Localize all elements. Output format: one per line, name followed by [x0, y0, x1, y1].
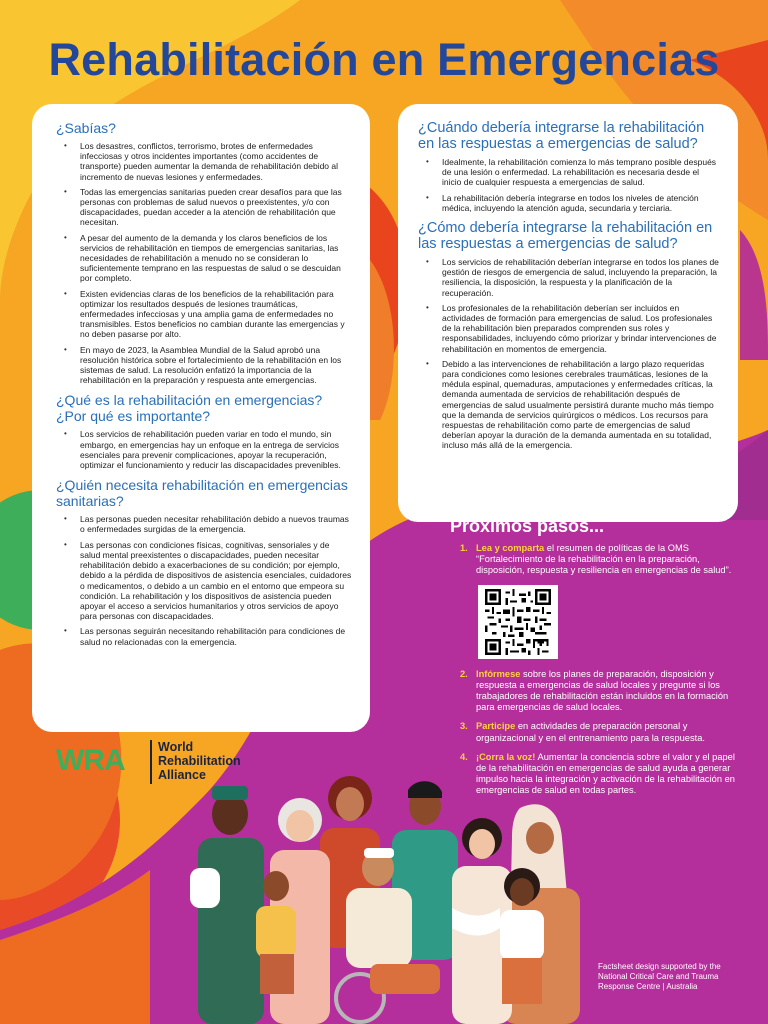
step-number: 1.: [460, 543, 468, 553]
step-highlight: ¡Corra la voz!: [476, 751, 536, 762]
list-item: • Las personas con condiciones físicas, cognitivas, sensoriales y de salud mental preexistentes o discapacidades, pueden necesitar rehabilitación debido a exacerbaciones de su condición; por ejemplo, debido a la pérdida de dispositivos de asistencia esenciales, cuidadores o medicamentos, o debido a un cambio en el entorno que empeora su condición. La rehabilitación y los dispositivos de asistencia pueden apoyar el acceso a servicios humanitarios y otros servicios de apoyo para personas con discapacidades.: [56, 540, 352, 622]
next-steps-section: [450, 516, 740, 805]
step-highlight: Participe: [476, 721, 516, 732]
people-illustration: [160, 768, 600, 1024]
list-que-es: [56, 429, 352, 470]
next-step-item: [450, 721, 740, 743]
step-text: Aumentar la conciencia sobre el valor y el papel de la rehabilitación en emergencias de salud ayuda a generar impulso hacia la integración y activación de la rehabilitación en emergencias de salud en todas partes.: [476, 751, 735, 796]
list-sabias: [56, 141, 352, 385]
step-text: el resumen de políticas de la OMS “Fortalecimiento de la rehabilitación en la preparación, disposición, respuesta y resiliencia en emergencias de salud”.: [476, 543, 732, 576]
step-highlight: Infórmese: [476, 668, 521, 679]
step-highlight: Lea y comparta: [476, 543, 545, 553]
heading-que-es: ¿Qué es la rehabilitación en emergencias? ¿Por qué es importante?: [56, 392, 323, 425]
list-item: • Todas las emergencias sanitarias pueden crear desafíos para que las personas con problemas de salud nuevos o preexistentes, y/o con discapacidades, puedan acceder a la atención de rehabilitación que necesitan.: [56, 187, 352, 228]
heading-quien: ¿Quién necesita rehabilitación en emergencias sanitarias?: [56, 477, 348, 510]
logo-mark-letters: WRA: [56, 744, 125, 777]
logo-mark: [56, 744, 125, 778]
next-steps-heading: Próximos pasos...: [450, 516, 605, 536]
logo-line: Rehabilitation: [158, 754, 241, 768]
list-item: • Debido a las intervenciones de rehabilitación a largo plazo requeridas para condiciones como lesiones cerebrales traumáticas, lesiones de la médula espinal, quemaduras, amputaciones y enfermedades críticas, la demanda aumentada de servicios de rehabilitación después de emergencias de salud usualmente persistirá durante mucho más tiempo que la demanda de servicios quirúrgicos o médicos. Los recursos para respuestas de rehabilitación como parte de emergencias de salud deberían apoyar la duración de la demanda aumentada en su totalidad, incluso más allá de la emergencia.: [418, 359, 720, 451]
next-step-item: [450, 543, 740, 577]
list-item: • Las personas pueden necesitar rehabilitación debido a nuevos traumas o enfermedades surgidas de la emergencia.: [56, 514, 352, 534]
left-info-card: [32, 104, 370, 732]
list-item: • Los servicios de rehabilitación pueden variar en todo el mundo, sin embargo, en emergencias hay un enfoque en la entrega de servicios esenciales para prevenir complicaciones, apoyar la recuperación, optimizar el funcionamiento y reducir las discapacidades prevenibles.: [56, 429, 352, 470]
qr-code-icon: [482, 589, 554, 655]
step-number: 4.: [460, 751, 468, 762]
step-number: 2.: [460, 668, 468, 679]
list-item: • Las personas seguirán necesitando rehabilitación para condiciones de salud no relacionadas con la emergencia.: [56, 626, 352, 646]
step-text: en actividades de preparación personal y organizacional y en el entrenamiento para la respuesta.: [476, 721, 705, 743]
logo-divider: [150, 740, 152, 784]
logo-line: World: [158, 740, 194, 754]
list-cuando: [418, 157, 720, 213]
step-text: sobre los planes de preparación, disposición y respuesta a emergencias de salud locales y pregunte si los trabajadores de rehabilitación están incluidos en la formación para emergencias de salud locales.: [476, 668, 729, 713]
list-item: • La rehabilitación debería integrarse en todos los niveles de atención médica, incluyendo la atención aguda, secundaria y terciaria.: [418, 193, 720, 213]
next-step-item: [450, 669, 740, 714]
right-info-card: [398, 104, 738, 522]
list-item: • Los desastres, conflictos, terrorismo, brotes de enfermedades infecciosas y otros incidentes importantes (como accidentes de transporte) pueden aumentar la demanda de rehabilitación debido al incremento de nuevas lesiones y enfermedades.: [56, 141, 352, 182]
list-item: • Los servicios de rehabilitación deberían integrarse en todos los planes de gestión de riesgos de emergencia de salud, incluyendo la preparación, la resiliencia, la disposición, la respuesta y la planificación de la recuperación.: [418, 257, 720, 298]
step-number: 3.: [460, 721, 468, 732]
heading-cuando: ¿Cuándo debería integrarse la rehabilitación en las respuestas a emergencias de salud?: [418, 120, 705, 152]
logo-line: Alliance: [158, 768, 206, 782]
design-credit: Factsheet design supported by the National Critical Care and Trauma Response Centre | Australia: [598, 962, 721, 991]
list-item: • Idealmente, la rehabilitación comienza lo más temprano posible después de una lesión o enfermedad. La rehabilitación es necesaria desde el inicio de cualquier respuesta a emergencias de salud.: [418, 157, 720, 188]
page-title: Rehabilitación en Emergencias: [48, 34, 720, 85]
heading-como: ¿Cómo debería integrarse la rehabilitación en las respuestas a emergencias de salud?: [418, 220, 713, 253]
list-item: • Los profesionales de la rehabilitación deberían ser incluidos en actividades de formación para emergencias de salud. Los profesionales de la rehabilitación bien preparados comprenden sus roles y responsabilidades, incluyendo cómo priorizar y brindar intervenciones de rehabilitación en momentos de emergencia.: [418, 303, 720, 354]
qr-code[interactable]: [478, 585, 558, 659]
list-como: [418, 257, 720, 451]
list-quien: [56, 514, 352, 646]
person-girl: [500, 868, 544, 1004]
list-item: • Existen evidencias claras de los beneficios de la rehabilitación para optimizar los resultados después de lesiones traumáticas, enfermedades infecciosas y una amplia gama de enfermedades no transmisibles. Estos beneficios no cambian durante las emergencias y no deben pasarse por alto.: [56, 289, 352, 340]
list-item: • En mayo de 2023, la Asamblea Mundial de la Salud aprobó una resolución histórica sobre el fortalecimiento de la rehabilitación en los sistemas de salud. La resolución enfatizó la importancia de la rehabilitación en la preparación y respuesta ante emergencias.: [56, 345, 352, 386]
list-item: • A pesar del aumento de la demanda y los claros beneficios de los servicios de rehabilitación en tiempos de emergencias sanitarias, las necesidades de rehabilitación a menudo no se consideran lo suficientemente temprano en las respuestas de salud o se descuidan por completo.: [56, 233, 352, 284]
heading-sabias: ¿Sabías?: [56, 120, 116, 136]
person-man-cap: [190, 786, 264, 1024]
